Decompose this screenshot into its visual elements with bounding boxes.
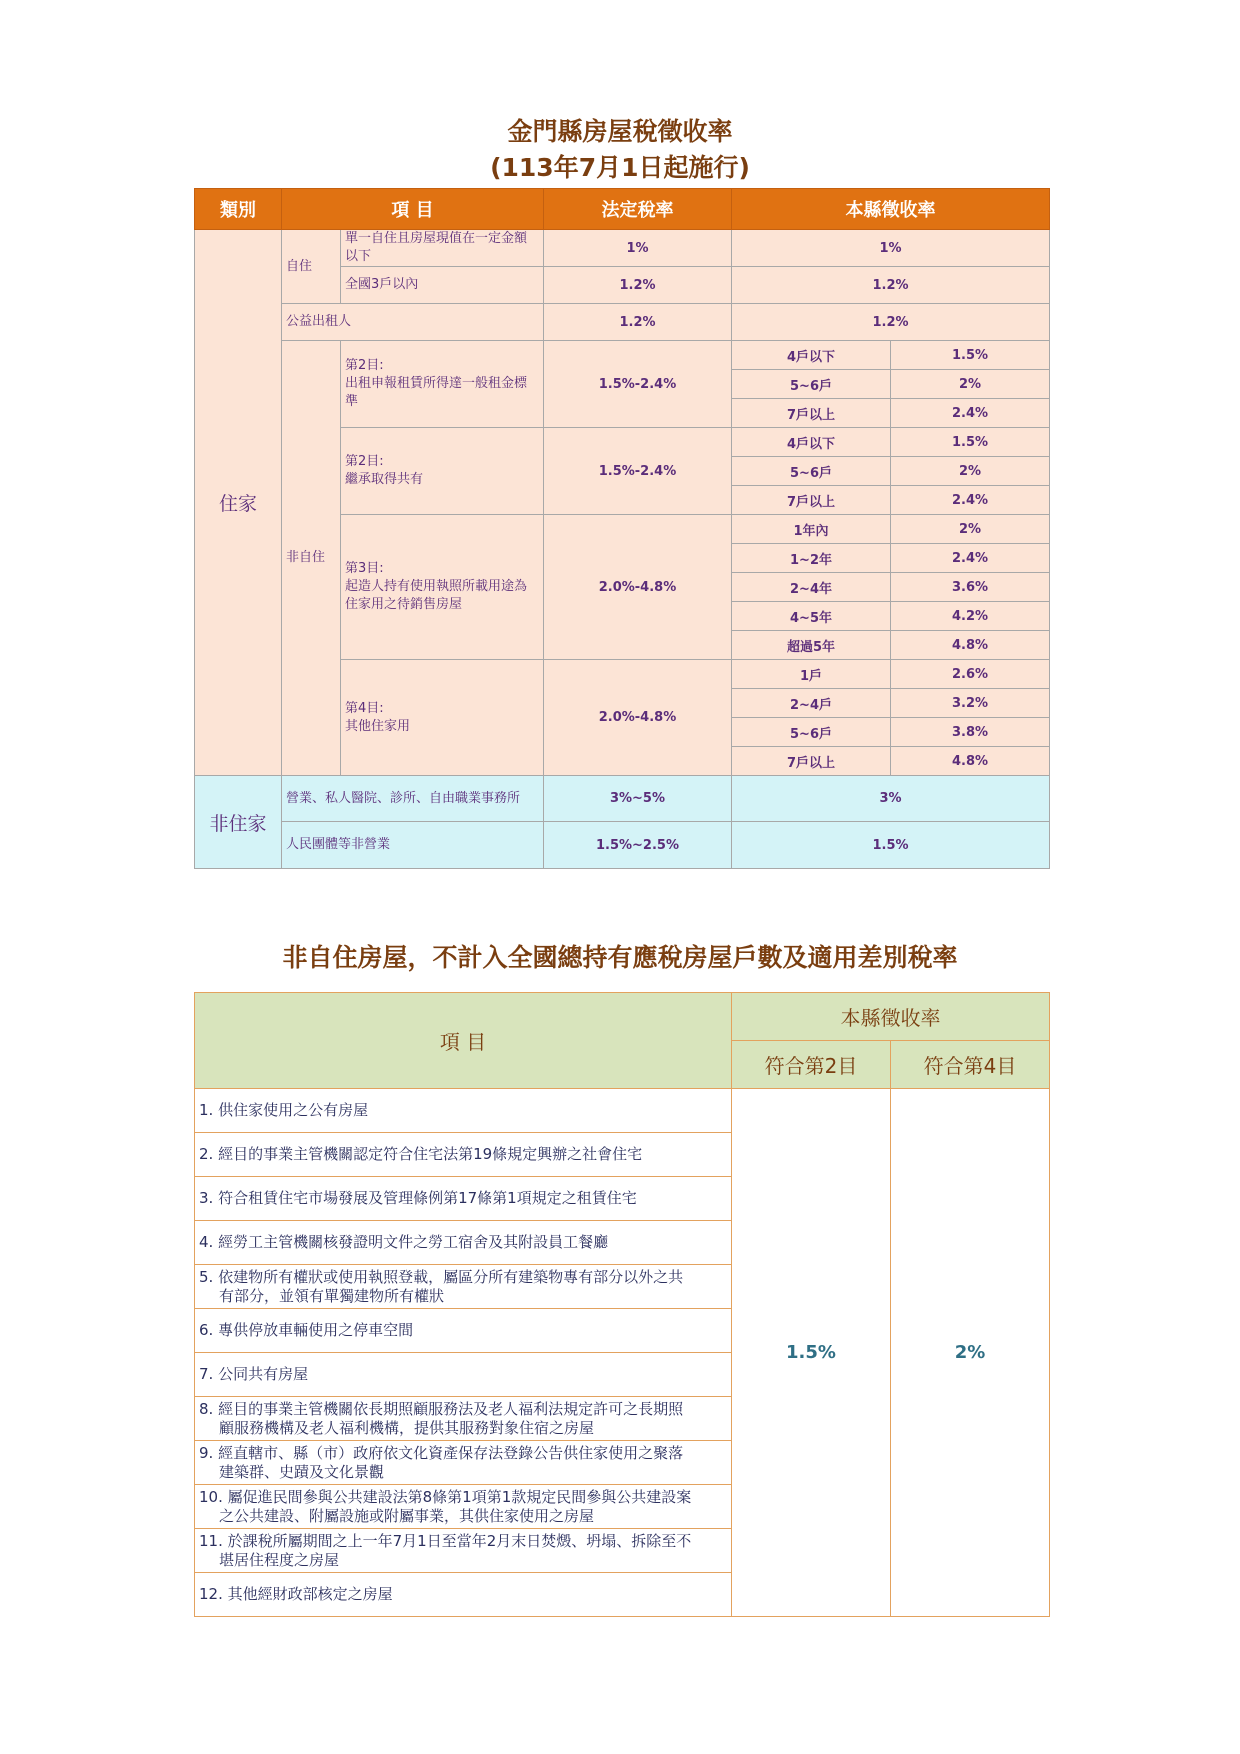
legal-rate: 1% [544, 230, 732, 267]
tier-label: 7戶以上 [732, 747, 891, 776]
item-label: 人民團體等非營業 [282, 822, 544, 869]
legal-rate: 2.0%-4.8% [544, 660, 732, 776]
legal-rate: 1.2% [544, 267, 732, 304]
list-item-line2: 建築群、史蹟及文化景觀 [219, 1462, 385, 1481]
tier-rate: 2% [891, 515, 1050, 544]
county-rate: 1.5% [732, 822, 1050, 869]
section-title: 非自住房屋，不計入全國總持有應稅房屋戶數及適用差別稅率 [282, 943, 958, 972]
group-label: 第3目: 起造人持有使用執照所載用途為住家用之待銷售房屋 [341, 515, 544, 660]
list-item [195, 1397, 732, 1441]
list-item-line1: 12. 其他經財政部核定之房屋 [199, 1585, 393, 1603]
tier-rate: 2% [891, 370, 1050, 399]
tier-label: 4戶以下 [732, 428, 891, 457]
list-item-line1: 9. 經直轄市、縣（市）政府依文化資產保存法登錄公告供住家使用之聚落 [199, 1443, 684, 1462]
subcategory-self-use: 自住 [282, 230, 341, 304]
county-rate: 1% [732, 230, 1050, 267]
legal-rate: 1.5%~2.5% [544, 822, 732, 869]
list-item-line2: 堪居住程度之房屋 [219, 1550, 340, 1569]
list-item [195, 1177, 732, 1221]
group-label: 第2目: 繼承取得共有 [341, 428, 544, 515]
header-legal-rate: 法定稅率 [544, 189, 732, 230]
list-item [195, 1485, 732, 1529]
tier-rate: 1.5% [891, 341, 1050, 370]
tier-label: 4~5年 [732, 602, 891, 631]
header-county-rate: 本縣徵收率 [732, 189, 1050, 230]
category-nonresidential: 非住家 [195, 776, 282, 869]
header-item: 項 目 [282, 189, 544, 230]
list-item-line1: 3. 符合租賃住宅市場發展及管理條例第17條第1項規定之租賃住宅 [199, 1189, 637, 1207]
list-item [195, 1529, 732, 1573]
list-item-line1: 5. 依建物所有權狀或使用執照登載，屬區分所有建築物專有部分以外之共 [199, 1267, 684, 1286]
legal-rate: 2.0%-4.8% [544, 515, 732, 660]
item-label: 全國3戶以內 [341, 267, 544, 304]
list-item-line2: 有部分，並領有單獨建物所有權狀 [219, 1286, 445, 1305]
legal-rate: 1.2% [544, 304, 732, 341]
list-item [195, 1089, 732, 1133]
county-rate: 1.2% [732, 304, 1050, 341]
legal-rate: 1.5%-2.4% [544, 428, 732, 515]
rate-table [194, 188, 1050, 869]
tier-label: 7戶以上 [732, 399, 891, 428]
tier-label: 5~6戶 [732, 718, 891, 747]
subcategory-non-self-use: 非自住 [282, 341, 341, 776]
tier-label: 1年內 [732, 515, 891, 544]
tier-label: 7戶以上 [732, 486, 891, 515]
legal-rate: 3%~5% [544, 776, 732, 822]
tier-label: 2~4戶 [732, 689, 891, 718]
list-item-line1: 11. 於課稅所屬期間之上一年7月1日至當年2月末日焚燬、坍塌、拆除至不 [199, 1531, 692, 1550]
list-item-line2: 之公共建設、附屬設施或附屬事業，其供住家使用之房屋 [219, 1506, 595, 1525]
tier-rate: 3.2% [891, 689, 1050, 718]
list-item-line1: 10. 屬促進民間參與公共建設法第8條第1項第1款規定民間參與公共建設案 [199, 1487, 692, 1506]
rate-qualify-item2: 1.5% [732, 1089, 891, 1617]
tier-rate: 2% [891, 457, 1050, 486]
item-label: 公益出租人 [282, 304, 544, 341]
header-qualify-item4: 符合第4目 [891, 1041, 1050, 1089]
list-item [195, 1265, 732, 1309]
tier-rate: 2.4% [891, 544, 1050, 573]
list-item [195, 1133, 732, 1177]
page-title: 金門縣房屋稅徵收率 [507, 117, 733, 146]
tier-label: 1~2年 [732, 544, 891, 573]
list-item-line1: 1. 供住家使用之公有房屋 [199, 1101, 369, 1119]
list-item [195, 1353, 732, 1397]
list-item-line1: 7. 公同共有房屋 [199, 1365, 309, 1383]
header-county-rate: 本縣徵收率 [732, 993, 1050, 1041]
tier-label: 超過5年 [732, 631, 891, 660]
tier-rate: 2.6% [891, 660, 1050, 689]
list-item [195, 1221, 732, 1265]
rate-qualify-item4: 2% [891, 1089, 1050, 1617]
tier-label: 5~6戶 [732, 370, 891, 399]
tier-label: 4戶以下 [732, 341, 891, 370]
list-item [195, 1441, 732, 1485]
category-residential: 住家 [195, 230, 282, 776]
item-label: 營業、私人醫院、診所、自由職業事務所 [282, 776, 544, 822]
list-item-line1: 4. 經勞工主管機關核發證明文件之勞工宿舍及其附設員工餐廳 [199, 1233, 609, 1251]
tier-rate: 2.4% [891, 486, 1050, 515]
tier-rate: 1.5% [891, 428, 1050, 457]
list-item-line2: 顧服務機構及老人福利機構，提供其服務對象住宿之房屋 [219, 1418, 595, 1437]
tier-rate: 4.2% [891, 602, 1050, 631]
list-item-line1: 8. 經目的事業主管機關依長期照顧服務法及老人福利法規定許可之長期照 [199, 1399, 684, 1418]
list-item [195, 1309, 732, 1353]
item-label: 單一自住且房屋現值在一定金額以下 [341, 230, 544, 267]
tier-label: 2~4年 [732, 573, 891, 602]
header-item: 項 目 [195, 993, 732, 1089]
group-label: 第2目: 出租申報租賃所得達一般租金標準 [341, 341, 544, 428]
page-subtitle: (113年7月1日起施行) [490, 153, 750, 182]
header-qualify-item2: 符合第2目 [732, 1041, 891, 1089]
tier-rate: 2.4% [891, 399, 1050, 428]
group-label: 第4目: 其他住家用 [341, 660, 544, 776]
list-item-line1: 2. 經目的事業主管機關認定符合住宅法第19條規定興辦之社會住宅 [199, 1145, 643, 1163]
list-item-line1: 6. 專供停放車輛使用之停車空間 [199, 1321, 414, 1339]
non-self-use-table [194, 992, 1050, 1617]
legal-rate: 1.5%-2.4% [544, 341, 732, 428]
tier-rate: 3.8% [891, 718, 1050, 747]
tier-rate: 4.8% [891, 631, 1050, 660]
tier-rate: 4.8% [891, 747, 1050, 776]
header-category: 類別 [195, 189, 282, 230]
tier-label: 5~6戶 [732, 457, 891, 486]
list-item [195, 1573, 732, 1617]
tier-rate: 3.6% [891, 573, 1050, 602]
county-rate: 1.2% [732, 267, 1050, 304]
tier-label: 1戶 [732, 660, 891, 689]
county-rate: 3% [732, 776, 1050, 822]
